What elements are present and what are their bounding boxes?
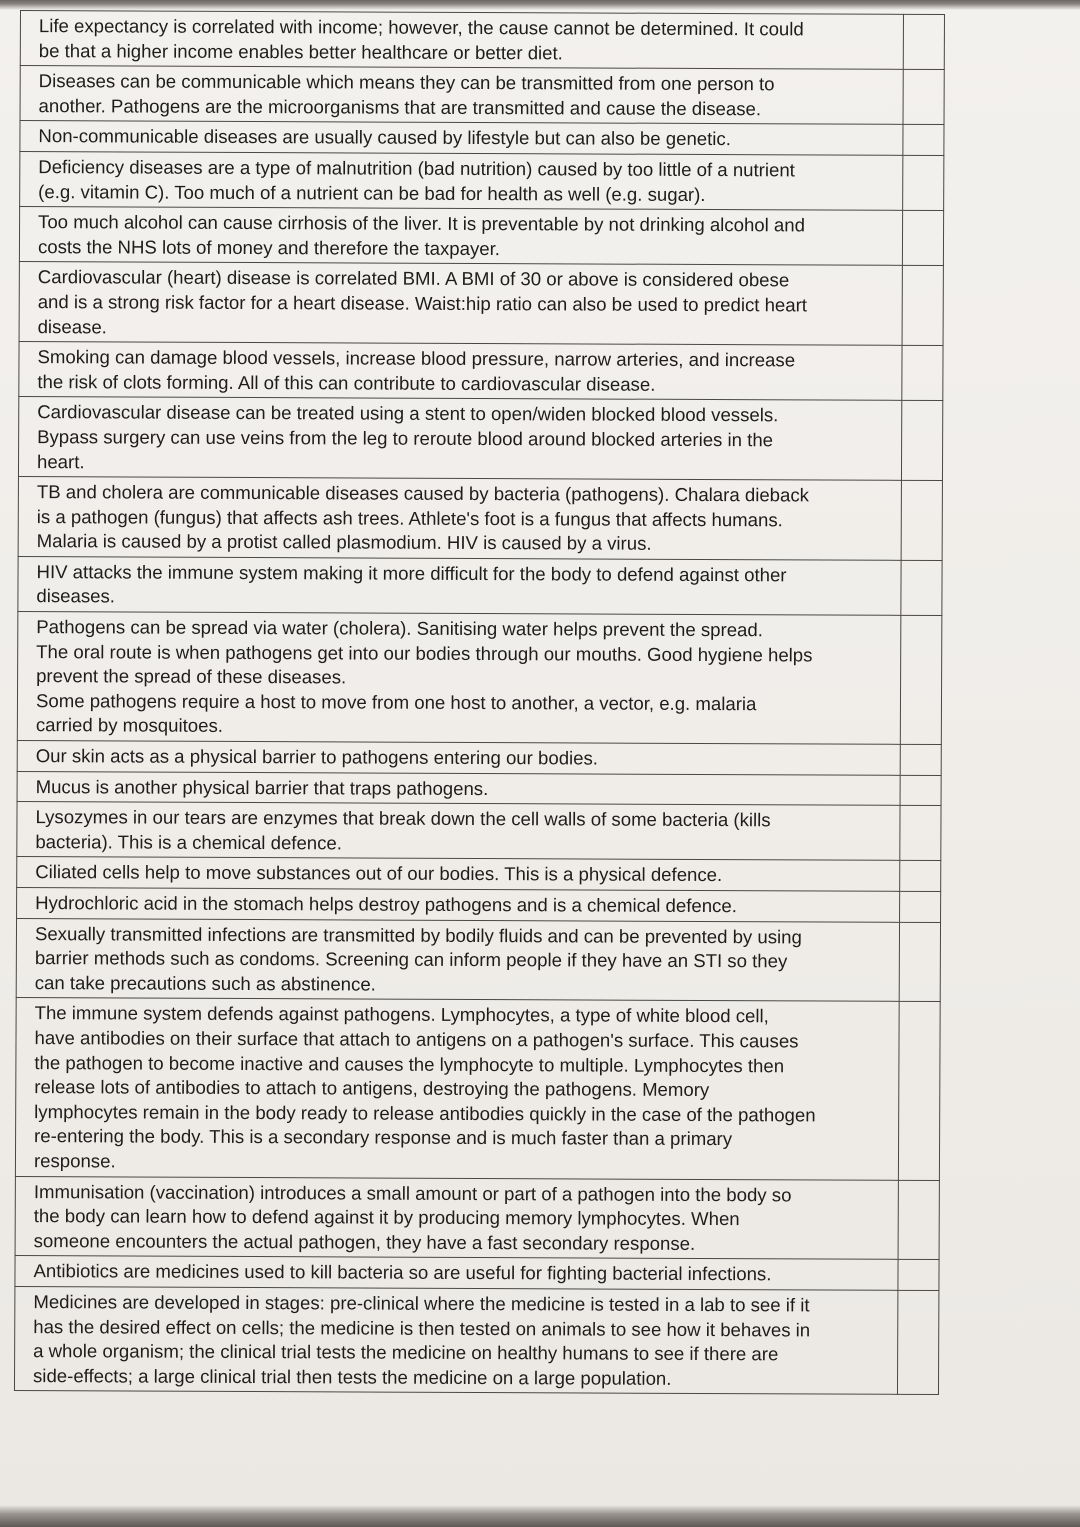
statement-line: Mucus is another physical barrier that traps pathogens. — [35, 775, 489, 799]
scan-bottom-edge — [0, 1505, 1080, 1527]
tick-box[interactable] — [903, 155, 944, 210]
statement-line: TB and cholera are communicable diseases caused by bacteria (pathogens). Chalara dieback — [36, 481, 810, 506]
tick-box[interactable] — [901, 744, 942, 775]
tick-box[interactable] — [898, 1290, 939, 1395]
checklist-row — [20, 151, 944, 210]
checklist-row — [14, 1286, 938, 1394]
statement-cell — [17, 741, 901, 775]
tick-box[interactable] — [904, 14, 945, 69]
statement-line: someone encounters the actual pathogen, they have a fast secondary response. — [33, 1229, 696, 1254]
statement-line: Medicines are developed in stages: pre-clinical where the medicine is tested in a lab to see if it — [33, 1290, 810, 1316]
checklist-row — [17, 887, 941, 922]
statement-line: Bypass surgery can use veins from the leg to reroute blood around blocked arteries in the — [37, 425, 774, 451]
statement-line: Immunisation (vaccination) introduces a small amount or part of a pathogen into the body so — [33, 1180, 792, 1205]
statement-line: side-effects; a large clinical trial then tests the medicine on a large population. — [32, 1364, 672, 1389]
statement-cell — [17, 802, 901, 861]
statement-cell — [18, 477, 902, 561]
checklist-row — [17, 857, 941, 892]
statement-cell — [18, 397, 902, 481]
statement-line: costs the NHS lots of money and therefore the taxpayer. — [37, 235, 501, 259]
tick-box[interactable] — [900, 861, 941, 892]
statement-line: Cardiovascular disease can be treated using a stent to open/widen blocked blood vessels. — [37, 401, 779, 426]
statement-cell — [20, 11, 904, 70]
checklist-row — [17, 802, 941, 861]
tick-box[interactable] — [902, 345, 943, 400]
statement-cell — [17, 857, 901, 891]
statement-line: HIV attacks the immune system making it more difficult for the body to defend against other — [36, 560, 787, 586]
tick-box[interactable] — [901, 560, 942, 615]
statement-cell — [20, 121, 904, 155]
statement-line: Hydrochloric acid in the stomach helps destroy pathogens and is a chemical defence. — [35, 892, 737, 917]
checklist-row — [20, 121, 944, 156]
statement-line: and is a strong risk factor for a heart disease. Waist:hip ratio can also be used to predict heart — [37, 291, 808, 316]
statement-line: the risk of clots forming. All of this can contribute to cardiovascular disease. — [37, 370, 656, 395]
statement-cell — [19, 207, 903, 266]
tick-box[interactable] — [900, 922, 941, 1002]
statement-line: can take precautions such as abstinence. — [34, 971, 376, 995]
statement-line: prevent the spread of these diseases. — [36, 665, 347, 688]
scan-top-edge — [0, 0, 1080, 10]
statement-line: bacteria). This is a chemical defence. — [35, 830, 343, 854]
checklist-row — [17, 771, 941, 806]
checklist-body — [14, 11, 944, 1395]
statement-cell — [18, 556, 902, 615]
tick-box[interactable] — [903, 125, 944, 156]
statement-line: Life expectancy is correlated with income; however, the cause cannot be determined. It could — [38, 15, 804, 40]
statement-line: release lots of antibodies to attach to antigens, destroying the pathogens. Memory — [34, 1076, 710, 1101]
tick-box[interactable] — [898, 1180, 939, 1260]
tick-box[interactable] — [901, 615, 942, 744]
statement-line: heart. — [36, 450, 85, 472]
checklist-row — [18, 556, 942, 615]
statement-cell — [17, 612, 901, 745]
statement-cell — [15, 1176, 899, 1260]
statement-cell — [14, 1286, 898, 1394]
revision-checklist-table — [14, 10, 945, 1395]
statement-line: Ciliated cells help to move substances out of our bodies. This is a physical defence. — [35, 861, 723, 886]
tick-box[interactable] — [903, 211, 944, 266]
tick-box[interactable] — [902, 401, 943, 481]
statement-cell — [20, 151, 904, 210]
statement-cell — [17, 771, 901, 805]
statement-line: lymphocytes remain in the body ready to release antibodies quickly in the case of the pathogen — [34, 1100, 816, 1126]
checklist-row — [17, 612, 942, 745]
statement-line: Smoking can damage blood vessels, increase blood pressure, narrow arteries, and increase — [37, 346, 796, 371]
statement-line: barrier methods such as condoms. Screening can inform people if they have an STI so they — [34, 947, 788, 972]
statement-line: Sexually transmitted infections are transmitted by bodily fluids and can be prevented by using — [34, 922, 802, 948]
checklist-row — [19, 207, 943, 266]
checklist-row — [18, 477, 942, 561]
checklist-row — [18, 397, 942, 481]
statement-line: The oral route is when pathogens get into our bodies through our mouths. Good hygiene helps — [36, 640, 813, 666]
statement-line: the pathogen to become inactive and causes the lymphocyte to multiple. Lymphocytes then — [34, 1051, 785, 1076]
statement-line: Non-communicable diseases are usually caused by lifestyle but can also be genetic. — [38, 125, 731, 150]
statement-line: carried by mosquitoes. — [35, 714, 223, 737]
statement-line: diseases. — [36, 585, 116, 607]
checklist-row — [15, 1256, 939, 1291]
checklist-row — [20, 66, 944, 125]
tick-box[interactable] — [902, 266, 943, 346]
statement-line: Malaria is caused by a protist called plasmodium. HIV is caused by a virus. — [36, 530, 652, 555]
statement-line: Too much alcohol can cause cirrhosis of the liver. It is preventable by not drinking alcohol and — [38, 211, 806, 236]
statement-line: be that a higher income enables better healthcare or better diet. — [38, 39, 563, 63]
statement-line: Lysozymes in our tears are enzymes that break down the cell walls of some bacteria (kills — [35, 806, 771, 831]
statement-line: a whole organism; the clinical trial tests the medicine on healthy humans to see if there are — [33, 1340, 779, 1365]
statement-cell — [20, 66, 904, 125]
tick-box[interactable] — [900, 775, 941, 806]
statement-line: Diseases can be communicable which means they can be transmitted from one person to — [38, 70, 775, 95]
statement-line: has the desired effect on cells; the medicine is then tested on animals to see how it behaves in — [33, 1315, 811, 1340]
statement-cell — [16, 918, 900, 1002]
checklist-row — [19, 342, 943, 401]
statement-cell — [15, 1256, 899, 1290]
checklist-row — [20, 11, 944, 70]
statement-line: Our skin acts as a physical barrier to pathogens entering our bodies. — [35, 745, 599, 769]
tick-box[interactable] — [900, 806, 941, 861]
statement-line: Cardiovascular (heart) disease is correlated BMI. A BMI of 30 or above is considered obese — [37, 266, 790, 291]
tick-box[interactable] — [899, 1002, 940, 1180]
tick-box[interactable] — [900, 891, 941, 922]
checklist-row — [15, 998, 940, 1180]
checklist-row — [19, 262, 943, 346]
statement-line: another. Pathogens are the microorganisms that are transmitted and cause the disease. — [38, 94, 762, 120]
statement-line: is a pathogen (fungus) that affects ash trees. Athlete's foot is a fungus that affects humans. — [36, 505, 783, 531]
statement-line: Pathogens can be spread via water (cholera). Sanitising water helps prevent the spread. — [36, 616, 763, 641]
statement-line: response. — [33, 1150, 116, 1172]
statement-line: The immune system defends against pathogens. Lymphocytes, a type of white blood cell, — [34, 1002, 769, 1027]
statement-line: have antibodies on their surface that attach to antigens on a pathogen's surface. This causes — [34, 1027, 799, 1052]
statement-cell — [17, 887, 901, 921]
checklist-row — [17, 741, 941, 776]
statement-line: the body can learn how to defend against it by producing memory lymphocytes. When — [33, 1205, 740, 1230]
tick-box[interactable] — [902, 480, 943, 560]
statement-cell — [19, 262, 903, 346]
statement-line: (e.g. vitamin C). Too much of a nutrient can be bad for health as well (e.g. sugar). — [38, 180, 706, 205]
statement-cell — [19, 342, 903, 401]
checklist-row — [16, 918, 940, 1002]
statement-line: Some pathogens require a host to move from one host to another, a vector, e.g. malaria — [35, 689, 757, 715]
statement-line: Deficiency diseases are a type of malnutrition (bad nutrition) caused by too little of a nutrient — [38, 156, 795, 181]
statement-line: re-entering the body. This is a secondary response and is much faster than a primary — [34, 1125, 733, 1150]
tick-box[interactable] — [898, 1260, 939, 1291]
tick-box[interactable] — [903, 70, 944, 125]
statement-line: disease. — [37, 315, 107, 337]
statement-line: Antibiotics are medicines used to kill bacteria so are useful for fighting bacterial infections. — [33, 1260, 772, 1285]
statement-cell — [15, 998, 899, 1180]
checklist-row — [15, 1176, 939, 1260]
